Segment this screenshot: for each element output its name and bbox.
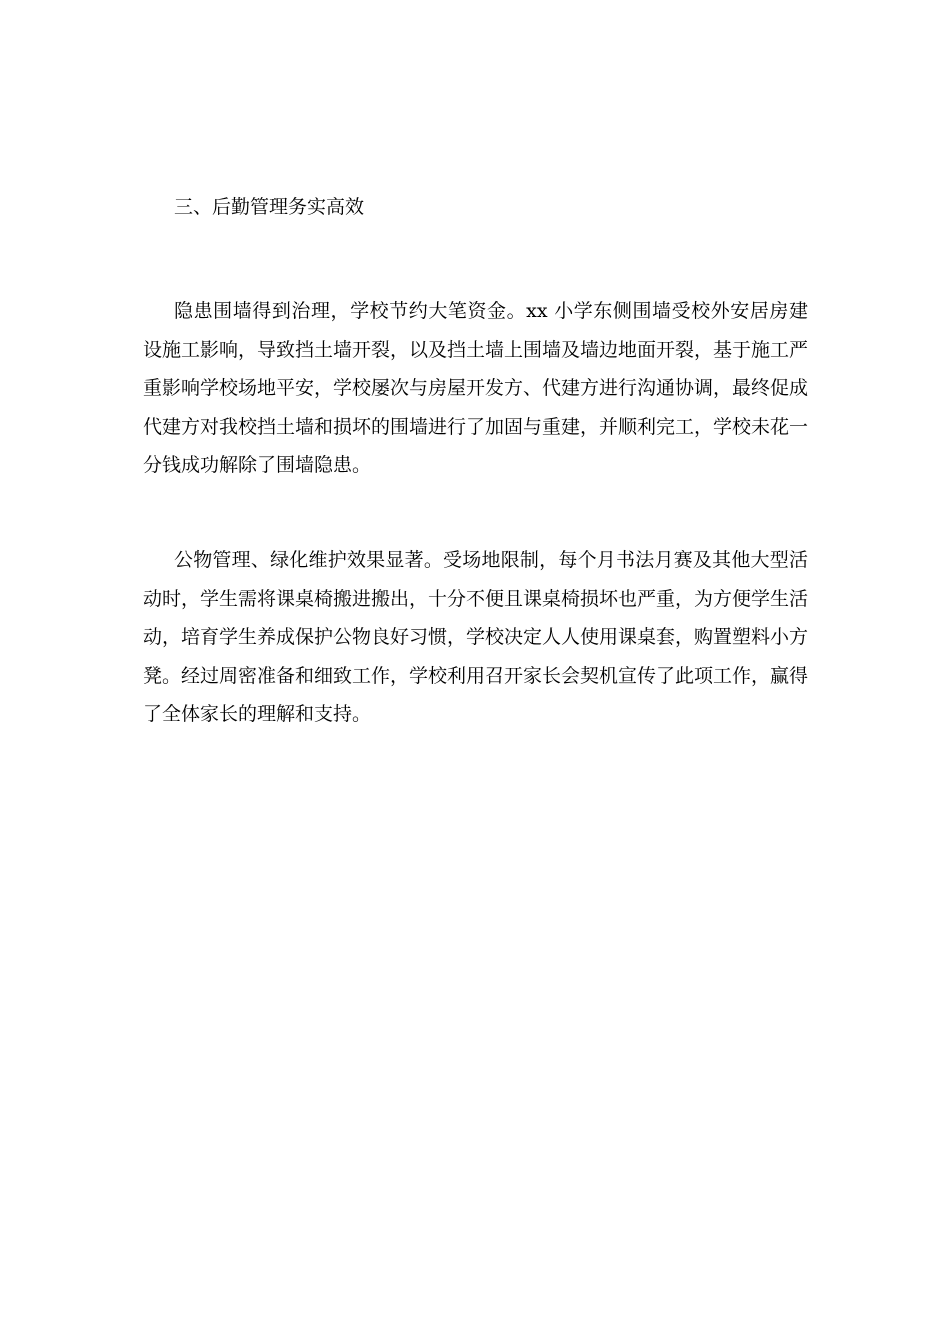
- body-paragraph: 隐患围墙得到治理，学校节约大笔资金。xx 小学东侧围墙受校外安居房建设施工影响，导致挡土墙开裂，以及挡土墙上围墙及墙边地面开裂，基于施工严重影响学校场地平安，学校屡次与房屋开发方、代建方进行沟通协调，最终促成代建方对我校挡土墙和损坏的围墙进行了加固与重建，并顺利完工，学校未花一分钱成功解除了围墙隐患。: [143, 300, 809, 476]
- section-heading: 三、后勤管理务实高效: [174, 196, 365, 218]
- body-paragraph: 公物管理、绿化维护效果显著。受场地限制，每个月书法月赛及其他大型活动时，学生需将课桌椅搬进搬出，十分不便且课桌椅损坏也严重，为方便学生活动，培育学生养成保护公物良好习惯，学校决定人人使用课桌套，购置塑料小方凳。经过周密准备和细致工作，学校利用召开家长会契机宣传了此项工作，赢得了全体家长的理解和支持。: [143, 549, 809, 725]
